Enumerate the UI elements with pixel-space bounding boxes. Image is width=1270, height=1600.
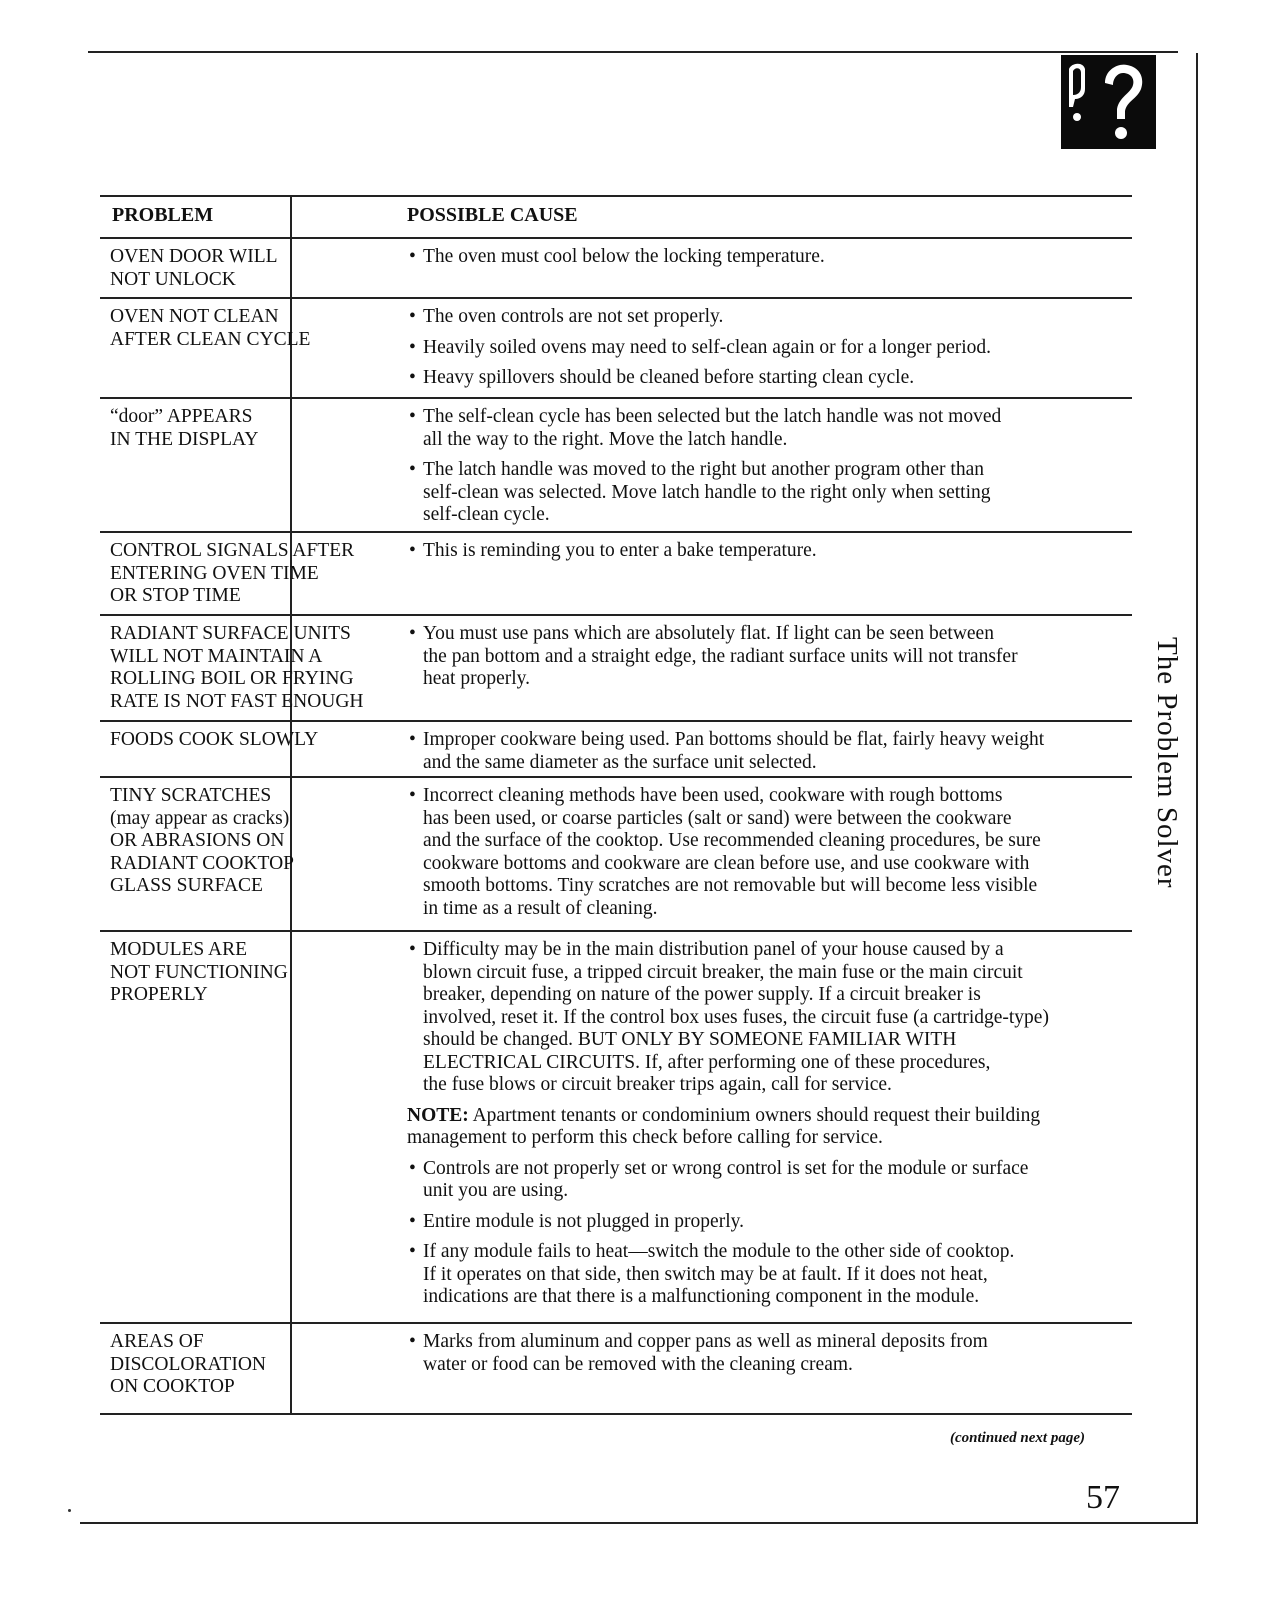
problem-text: OVEN DOOR WILL NOT UNLOCK [110,246,278,290]
cause-item: • Improper cookware being used. Pan bottoms should be flat, fairly heavy weight and the same diameter as the surface unit selected. [407,729,1119,774]
cause-list [407,306,1119,398]
cause-item: • The latch handle was moved to the right but another program other than self-clean was selected. Move latch handle to the right only when setting self-clean cycle. [407,459,1119,527]
table-row [100,616,1132,722]
cause-list [407,729,1119,782]
sidebar-rule [1196,53,1198,1524]
cause-list [407,1331,1119,1384]
cause-list [407,246,1119,277]
note-label: NOTE: [407,1104,469,1126]
cause-list [407,540,1119,571]
cause-item: • You must use pans which are absolutely flat. If light can be seen between the pan bottom and a straight edge, the radiant surface units will not transfer heat properly. [407,623,1119,691]
problem-text: CONTROL SIGNALS AFTER ENTERING OVEN TIME OR STOP TIME [110,540,355,606]
cause-item: • This is reminding you to enter a bake temperature. [407,540,1119,563]
problem-text: MODULES ARE NOT FUNCTIONING PROPERLY [110,939,288,1005]
problem-text: OVEN NOT CLEAN AFTER CLEAN CYCLE [110,306,311,350]
section-title-vertical: The Problem Solver [1151,637,1183,889]
header-problem: PROBLEM [112,204,214,226]
cause-item: • Incorrect cleaning methods have been used, cookware with rough bottoms has been used, or coarse particles (salt or sand) were between the cookware and the surface of the cooktop. Use recommended cleaning procedures, be sure cookware bottoms and cookware are clean before use, and use cookware with smooth bottoms. Tiny scratches are not removable but will become less visible in time as a result of cleaning. [407,785,1119,920]
table-row [100,399,1132,533]
note-paragraph [407,1105,1119,1150]
cause-item: • If any module fails to heat—switch the module to the other side of cooktop. If it operates on that side, then switch may be at fault. If it does not heat, indications are that there is a malfunctioning component in the module. [407,1241,1119,1309]
scan-speck [68,1509,71,1512]
cause-list [407,406,1119,535]
cause-item: • The oven must cool below the locking temperature. [407,246,1119,269]
table-header [100,195,1132,239]
cause-item: • The oven controls are not set properly. [407,306,1119,329]
cause-list [407,623,1119,699]
cause-list [407,939,1119,1317]
table-row [100,778,1132,932]
problem-text: AREAS OF DISCOLORATION ON COOKTOP [110,1331,266,1397]
table-row [100,239,1132,299]
header-possible-cause: POSSIBLE CAUSE [407,204,578,226]
table-row [100,299,1132,399]
problem-text: TINY SCRATCHES (may appear as cracks) OR ABRASIONS ON RADIANT COOKTOP GLASS SURFACE [110,785,295,896]
cause-item: • Difficulty may be in the main distribution panel of your house caused by a blown circuit fuse, a tripped circuit breaker, the main fuse or the main circuit breaker, depending on nature of the power supply. If a circuit breaker is involved, reset it. If the control box uses fuses, the circuit fuse (a cartridge-type) should be changed. BUT ONLY BY SOMEONE FAMILIAR WITH ELECTRICAL CIRCUITS. If, after performing one of these procedures, the fuse blows or circuit breaker trips again, call for service. [407,939,1119,1097]
cause-item: • Marks from aluminum and copper pans as well as mineral deposits from water or food can be removed with the cleaning cream. [407,1331,1119,1376]
table-row [100,722,1132,778]
cause-list [407,785,1119,928]
table-row [100,932,1132,1324]
problem-text: FOODS COOK SLOWLY [110,729,319,750]
cause-item: • Controls are not properly set or wrong control is set for the module or surface unit you are using. [407,1158,1119,1203]
continued-note: (continued next page) [950,1430,1085,1446]
cause-item: • The self-clean cycle has been selected but the latch handle was not moved all the way to the right. Move the latch handle. [407,406,1119,451]
page-number: 57 [1086,1479,1120,1516]
cause-item: • Heavy spillovers should be cleaned before starting clean cycle. [407,367,1119,390]
problem-text: “door” APPEARS IN THE DISPLAY [110,406,259,450]
table-row [100,1324,1132,1415]
cause-item: • Entire module is not plugged in properly. [407,1211,1119,1234]
cause-item: • Heavily soiled ovens may need to self-clean again or for a longer period. [407,337,1119,360]
problem-solver-table [100,195,1132,1415]
top-rule [88,51,1178,53]
table-row [100,533,1132,616]
bottom-rule [80,1522,1198,1524]
question-mark-person-icon [1061,55,1156,149]
note-text: Apartment tenants or condominium owners should request their building management to perform this check before calling for service. [407,1104,1041,1148]
problem-text: RADIANT SURFACE UNITS WILL NOT MAINTAIN A ROLLING BOIL OR FRYING RATE IS NOT FAST ENOUGH [110,623,364,712]
